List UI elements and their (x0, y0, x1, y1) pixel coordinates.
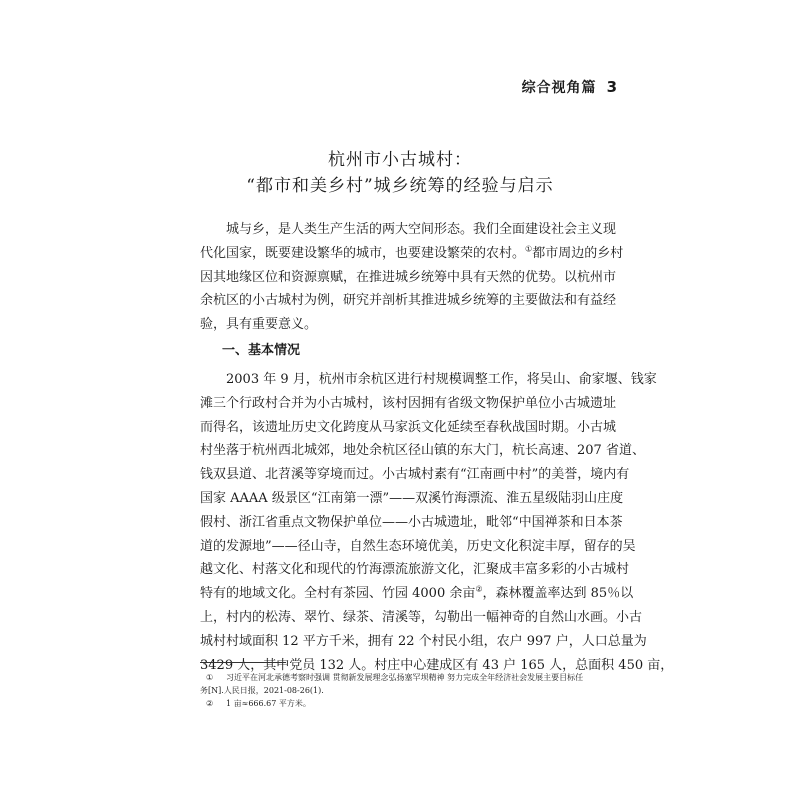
footnote-1-text: 习近平在河北承德考察时强调 贯彻新发展理念弘扬塞罕坝精神 努力完成全年经济社会发展主要目标任 (226, 673, 584, 682)
footnote-2-marker: ② (206, 699, 214, 708)
section1-line: 上，村内的松涛、翠竹、绿茶、清溪等，勾勒出一幅神奇的自然山水画。小古 (200, 609, 643, 625)
footnote-2-text: 1 亩≈666.67 平方米。 (226, 699, 311, 708)
section1-line: 假村、浙江省重点文物保护单位——小古城遗址，毗邻“中国禅茶和日本茶 (200, 514, 623, 530)
page-number: 3 (606, 78, 618, 96)
section1-line: 村坐落于杭州西北城郊，地处余杭区径山镇的东大门，杭长高速、207 省道、 (200, 443, 645, 459)
intro-line-1: 城与乡，是人类生产生活的两大空间形态。我们全面建设社会主义现 (226, 222, 617, 237)
intro-line-3: 因其地缘区位和资源禀赋，在推进城乡统筹中具有天然的优势。以杭州市 (200, 269, 617, 285)
footnote-1-marker: ① (206, 673, 214, 682)
intro-paragraph (200, 218, 624, 337)
section1-line: 国家 AAAA 级景区“江南第一漂”——双溪竹海漂流、淮五星级陆羽山庄度 (200, 490, 624, 506)
intro-line-2 (200, 242, 624, 266)
article-title-line-2: “都市和美乡村”城乡统筹的经验与启示 (246, 176, 554, 196)
article-title-line-1: 杭州市小古城村： (328, 150, 472, 170)
section1-line: 滩三个行政村合并为小古城村，该村因拥有省级文物保护单位小古城遗址 (200, 395, 617, 411)
footnote-ref-2[interactable]: ② (475, 584, 483, 594)
footnote-1-continuation: 务[N].人民日报，2021-08-26(1). (200, 686, 324, 695)
section1-line: 3429 人，其中党员 132 人。村庄中心建成区有 43 户 165 人，总面积 450 亩， (200, 657, 674, 673)
intro-line-5: 验，具有重要意义。 (200, 317, 318, 333)
section1-line: 钱双县道、北苕溪等穿境而过。小古城村素有“江南画中村”的美誉，境内有 (200, 467, 630, 483)
footnote-ref-1[interactable]: ① (525, 244, 533, 254)
section1-line: 2003 年 9 月，杭州市余杭区进行村规模调整工作，将吴山、俞家堰、钱家 (226, 372, 657, 387)
section1-line: 道的发源地”——径山寺，自然生态环境优美，历史文化积淀丰厚，留存的吴 (200, 538, 636, 554)
footnote-2 (200, 697, 610, 710)
section1-line: 而得名，该遗址历史文化跨度从马家浜文化延续至春秋战国时期。小古城 (200, 419, 617, 435)
section1-line-10-tail: ，森林覆盖率达到 85％以 (482, 586, 634, 602)
running-header-section: 综合视角篇 (521, 80, 597, 96)
section1-line: 越文化、村落文化和现代的竹海漂流旅游文化，汇聚成丰富多彩的小古城村 (200, 562, 630, 578)
intro-line-2-tail: 都市周边的乡村 (532, 245, 624, 261)
section1-line-with-ref (200, 582, 634, 606)
intro-line-4: 余杭区的小古城村为例，研究并剖析其推进城乡统筹的主要做法和有益经 (200, 293, 617, 309)
footnote-1 (200, 671, 610, 684)
footnotes (200, 671, 610, 710)
section-heading: 一、基本情况 (222, 343, 301, 358)
section1-line: 城村村域面积 12 平方千米，拥有 22 个村民小组，农户 997 户，人口总量为 (200, 633, 647, 649)
section1-line-10-text: 特有的地域文化。全村有茶园、竹园 4000 余亩 (200, 586, 476, 602)
footnote-divider (200, 662, 286, 663)
section1-paragraph (200, 368, 674, 677)
intro-line-2-text: 代化国家，既要建设繁华的城市，也要建设繁荣的农村。 (200, 245, 526, 261)
running-header (522, 77, 618, 97)
